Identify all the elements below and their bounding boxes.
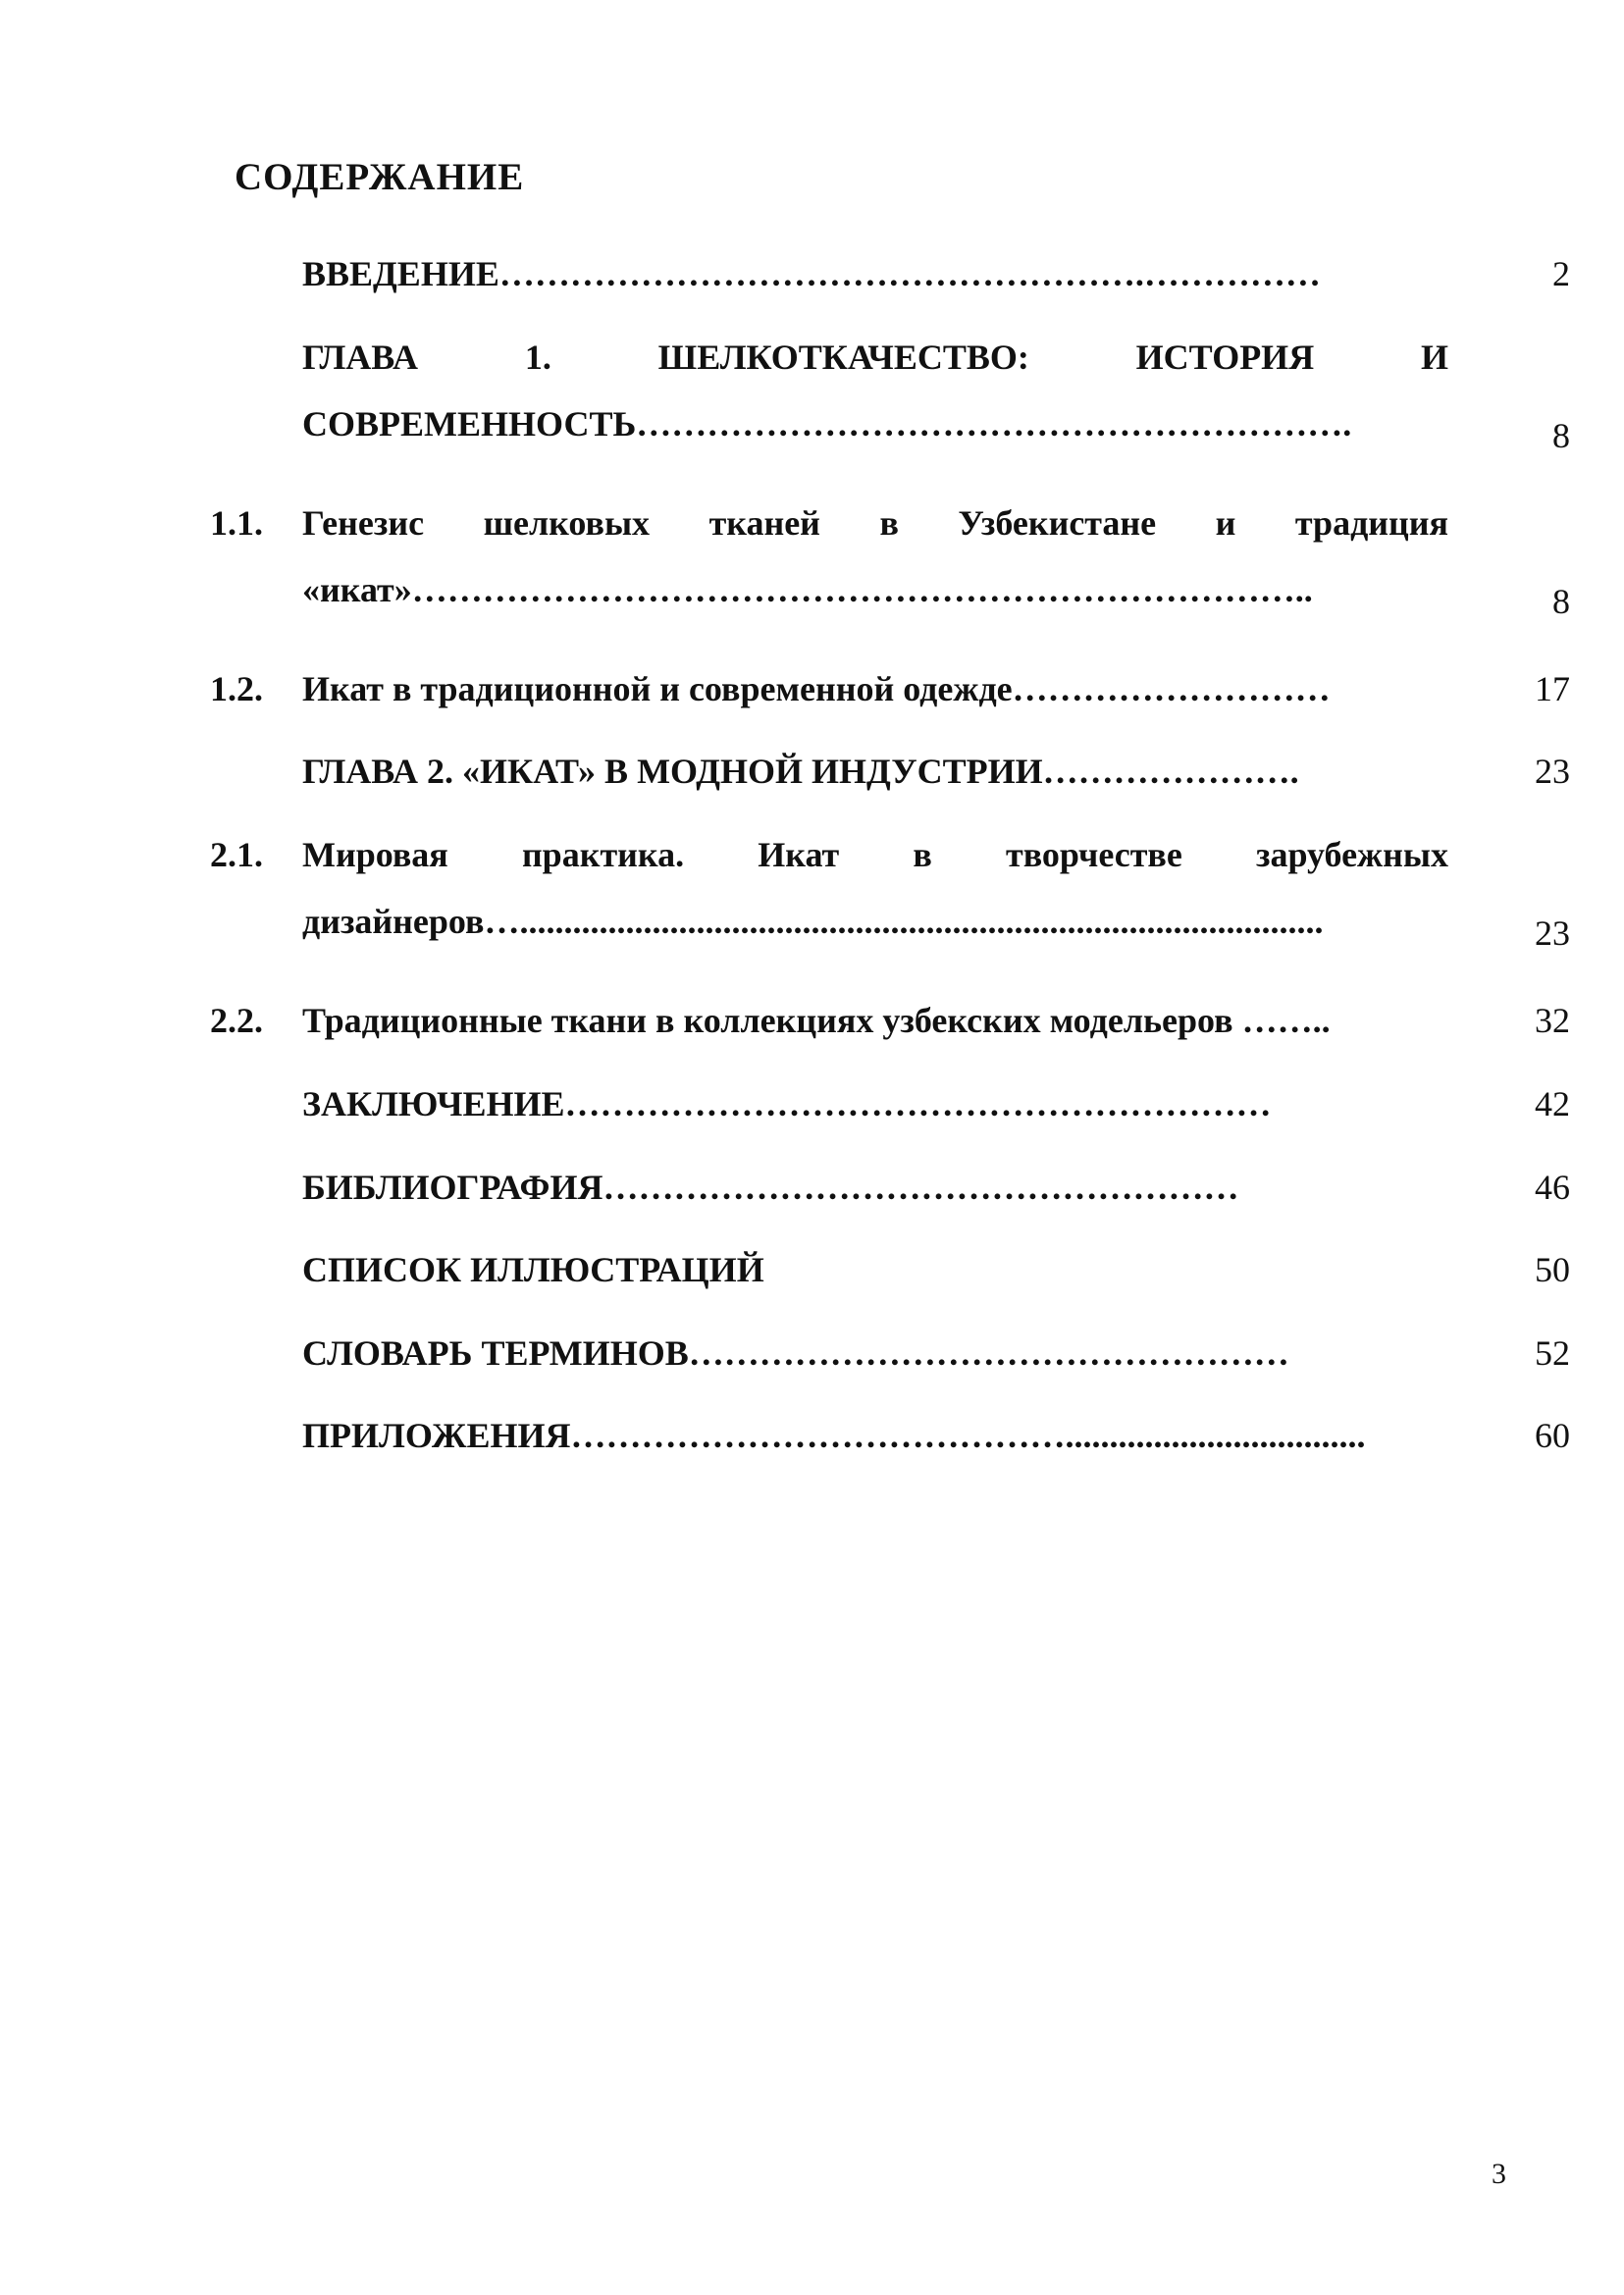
toc-entry-text: ВВЕДЕНИЕ……………………………………………….…………… [302,254,1321,293]
toc-entry-text: ПРИЛОЖЕНИЯ…………………………………….................................. [302,1416,1366,1455]
toc-entry-text: ЗАКЛЮЧЕНИЕ…………………………………………………… [302,1084,1272,1123]
toc-entry-text: Генезис шелковых тканей в Узбекистане и традиция «икат»………………………………………………………………….. [302,503,1448,609]
toc-entry-text: СЛОВАРЬ ТЕРМИНОВ…………………………………………… [302,1333,1289,1373]
toc-title: СОДЕРЖАНИЕ [235,156,525,198]
toc-entry-page: 52 [1535,1333,1570,1373]
toc-entry-page: 23 [1535,752,1570,791]
toc-entry-number: 1.2. [210,669,263,708]
toc-entry-number: 1.1. [210,503,263,543]
toc-entry-text: Мировая практика. Икат в творчестве зарубежных дизайнеров…........................................................................................... [302,835,1448,941]
toc-entry-page: 32 [1535,1001,1570,1040]
toc-entry-text: ГЛАВА 2. «ИКАТ» В МОДНОЙ ИНДУСТРИИ…………………. [302,752,1299,791]
toc-entry-page: 8 [1552,416,1570,455]
toc-entry-page: 42 [1535,1084,1570,1123]
toc-entry-number: 2.1. [210,835,263,874]
toc-entry-text: Традиционные ткани в коллекциях узбекских модельеров …….. [302,1001,1331,1040]
toc-entry-page: 2 [1552,254,1570,293]
toc-entry-text: Икат в традиционной и современной одежде……………………… [302,669,1331,708]
toc-entry-page: 50 [1535,1250,1570,1289]
toc-entry-page: 60 [1535,1416,1570,1455]
page-number: 3 [1492,2158,1506,2190]
toc-entry-text: БИБЛИОГРАФИЯ……………………………………………… [302,1168,1239,1207]
toc-entry-page: 8 [1552,582,1570,621]
toc-entry-page: 17 [1535,669,1570,708]
toc-entry-page: 23 [1535,913,1570,953]
toc-entry-page: 46 [1535,1168,1570,1207]
toc-entry-text: СПИСОК ИЛЛЮСТРАЦИЙ [302,1250,764,1289]
toc-entry-text: ГЛАВА 1. ШЕЛКОТКАЧЕСТВО: ИСТОРИЯ И СОВРЕМЕННОСТЬ……………………………………………………. [302,338,1448,443]
toc-entry-number: 2.2. [210,1001,263,1040]
